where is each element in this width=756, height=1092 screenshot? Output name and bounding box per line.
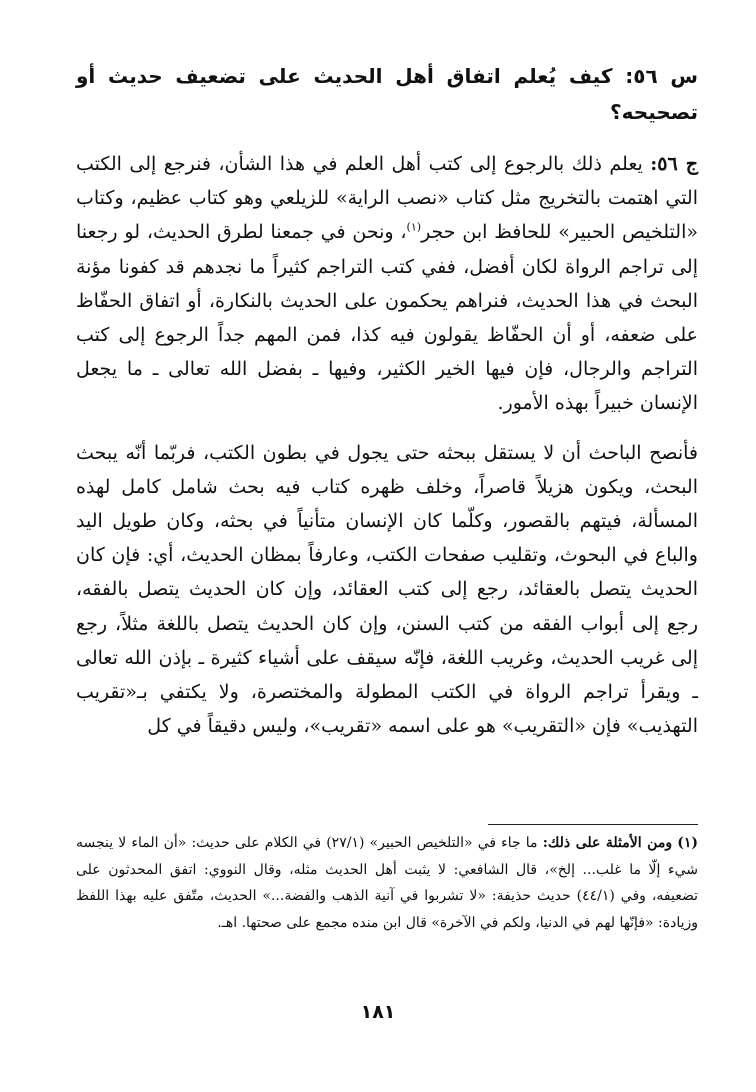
question-label: س ٥٦: xyxy=(625,64,699,88)
answer-text-part2: ، ونحن في جمعنا لطرق الحديث، لو رجعنا إلى تراجم الرواة لكان أفضل، ففي كتب التراجم كثيراً ما نجدهم قد كفونا مؤنة البحث في هذا الحديث، فنراهم يحكمون على الحديث بالنكارة، أو اتفاق الحفّاظ على ضعفه، أو أن الحفّاظ يقولون فيه كذا، فمن المهم جداً الرجوع إلى كتب التراجم والرجال، فإن فيها الخير الكثير، وفيها ـ بفضل الله تعالى ـ ما يجعل الإنسان خبيراً بهذه الأمور. xyxy=(76,221,698,415)
footnote-text: ما جاء في «التلخيص الحبير» (٢٧/١) في الكلام على حديث: «أن الماء لا ينجسه شيء إلّا ما غلب... إلخ»، قال الشافعي: لا يثبت أهل الحديث مثله، وقال النووي: اتفق المحدثون على تضعيفه، وفي (٤٤/١) حديث حذيفة: «لا تشربوا في آنية الذهب والفضة...» الحديث، متّفق عليه بهذا اللفظ وزيادة: «فإنّها لهم في الدنيا، ولكم في الآخرة» قال ابن منده مجمع على صحتها. اهـ. xyxy=(76,835,699,931)
question-heading xyxy=(76,58,698,130)
footnote-reference[interactable]: (١) xyxy=(406,221,422,235)
answer-text-part1: يعلم ذلك بالرجوع إلى كتب أهل العلم في هذا الشأن، فنرجع إلى الكتب التي اهتمت بالتخريج مثل كتاب «نصب الراية» للزيلعي وهو كتاب عظيم، وكتاب «التلخيص الحبير» للحافظ ابن حجر xyxy=(76,153,698,244)
answer-label: ج ٥٦: xyxy=(650,153,698,175)
footnote-number: (١) xyxy=(677,835,698,851)
answer-paragraph xyxy=(76,147,698,421)
page-number: ١٨١ xyxy=(360,1001,396,1023)
question-text: كيف يُعلم اتفاق أهل الحديث على تضعيف حديث أو تصحيحه؟ xyxy=(76,64,698,124)
footnote-lead: ومن الأمثلة على ذلك: xyxy=(542,835,673,851)
book-page xyxy=(76,58,699,931)
advice-paragraph: فأنصح الباحث أن لا يستقل ببحثه حتى يجول في بطون الكتب، فربّما أنّه يبحث البحث، ويكون هزيلاً قاصراً، وخلف ظهره كتاب فيه بحث شامل كامل لهذه المسألة، فيتهم بالقصور، وكلّما كان الإنسان متأنياً في بحثه، وكان طويل اليد والباع في البحوث، وتقليب صفحات الكتب، وعارفاً بمظان الحديث، أي: فإن كان الحديث يتصل بالعقائد، رجع إلى كتب العقائد، وإن كان الحديث يتصل بالفقه، رجع إلى أبواب الفقه من كتب السنن، وإن كان الحديث يتصل باللغة مثلاً، رجع إلى غريب الحديث، وغريب اللغة، فإنّه سيقف على أشياء كثيرة ـ بإذن الله تعالى ـ ويقرأ تراجم الرواة في الكتب المطولة والمختصرة، ولا يكتفي بـ«تقريب التهذيب» فإن «التقريب» هو على اسمه «تقريب»، وليس دقيقاً في كل xyxy=(76,441,698,738)
footnote-divider xyxy=(488,824,698,825)
footnote xyxy=(76,830,698,936)
